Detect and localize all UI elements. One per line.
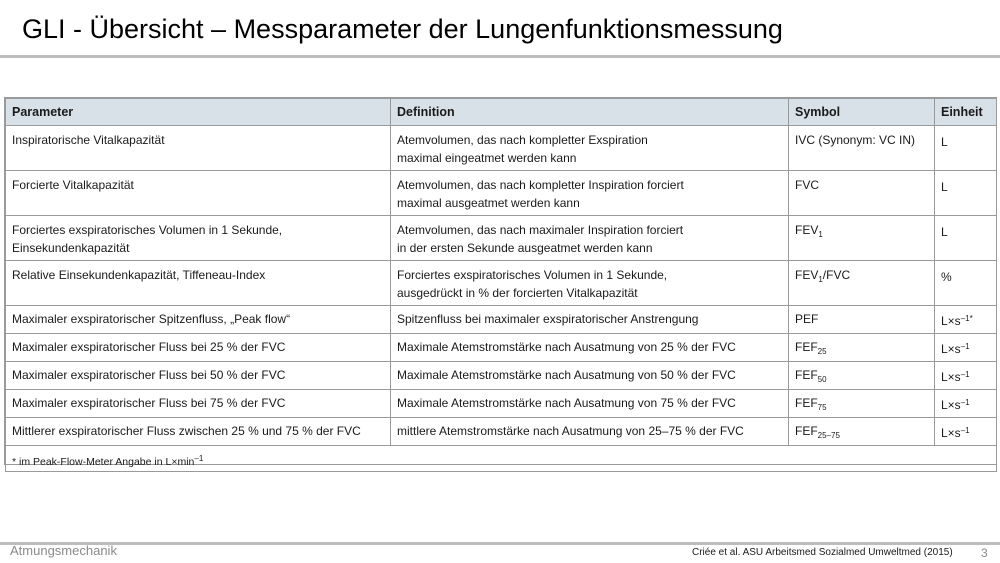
- symbol-text: FEF: [795, 396, 818, 410]
- parameter-cell: [6, 216, 391, 261]
- table-row: [6, 390, 997, 418]
- table-row: [6, 362, 997, 390]
- symbol-cell: [789, 362, 935, 390]
- unit-sup-text: –1: [960, 426, 970, 435]
- header-parameter: Parameter: [6, 99, 391, 126]
- parameter-cell: [6, 171, 391, 216]
- symbol-cell: [789, 418, 935, 446]
- parameter-text: Inspiratorische Vitalkapazität: [12, 133, 165, 147]
- unit-cell: [935, 362, 997, 390]
- definition-cell: [391, 306, 789, 334]
- symbol-cell: [789, 126, 935, 171]
- definition-text: maximal ausgeatmet werden kann: [397, 196, 580, 210]
- parameter-cell: [6, 390, 391, 418]
- parameter-text: Einsekundenkapazität: [12, 241, 130, 255]
- definition-text: ausgedrückt in % der forcierten Vitalkapazität: [397, 286, 638, 300]
- unit-text: %: [941, 270, 952, 284]
- table-footnote: [6, 446, 997, 472]
- table-row: [6, 216, 997, 261]
- table-row: [6, 306, 997, 334]
- unit-cell: [935, 216, 997, 261]
- symbol-tail-text: /FVC: [822, 268, 851, 282]
- footer-citation: Criée et al. ASU Arbeitsmed Sozialmed Umweltmed (2015): [692, 547, 953, 558]
- definition-text: mittlere Atemstromstärke nach Ausatmung von 25–75 % der FVC: [397, 424, 744, 438]
- table-row: [6, 261, 997, 306]
- unit-text: L: [941, 135, 948, 149]
- definition-text: Maximale Atemstromstärke nach Ausatmung von 75 % der FVC: [397, 396, 736, 410]
- table-body: [6, 126, 997, 446]
- parameter-cell: [6, 362, 391, 390]
- definition-cell: [391, 216, 789, 261]
- unit-sup-text: –1: [960, 370, 970, 379]
- definition-cell: [391, 171, 789, 216]
- unit-text: L×s: [941, 314, 961, 328]
- symbol-sub-text: 1: [818, 230, 823, 239]
- symbol-text: FEF: [795, 424, 818, 438]
- definition-text: maximal eingeatmet werden kann: [397, 151, 577, 165]
- symbol-cell: [789, 216, 935, 261]
- unit-text: L×s: [941, 398, 961, 412]
- definition-text: Maximale Atemstromstärke nach Ausatmung von 25 % der FVC: [397, 340, 736, 354]
- unit-text: L: [941, 180, 948, 194]
- definition-text: Maximale Atemstromstärke nach Ausatmung von 50 % der FVC: [397, 368, 736, 382]
- symbol-text: FEV: [795, 268, 819, 282]
- parameter-table: [4, 97, 997, 468]
- header-symbol: Symbol: [789, 99, 935, 126]
- definition-cell: [391, 261, 789, 306]
- definition-text: Atemvolumen, das nach maximaler Inspiration forciert: [397, 223, 684, 237]
- table-row: [6, 334, 997, 362]
- symbol-sub-text: 1: [818, 275, 823, 284]
- unit-cell: [935, 390, 997, 418]
- parameter-text: Forcierte Vitalkapazität: [12, 178, 134, 192]
- unit-sup-text: –1*: [960, 314, 973, 323]
- symbol-cell: [789, 390, 935, 418]
- unit-cell: [935, 126, 997, 171]
- parameter-cell: [6, 261, 391, 306]
- symbol-sub-text: 25: [817, 347, 827, 356]
- unit-cell: [935, 418, 997, 446]
- symbol-text: FVC: [795, 178, 819, 192]
- symbol-cell: [789, 334, 935, 362]
- header-unit: Einheit: [935, 99, 997, 126]
- table-row: [6, 418, 997, 446]
- table-footnote-row: [6, 446, 997, 472]
- unit-sup-text: –1: [960, 342, 970, 351]
- table-row: [6, 126, 997, 171]
- header-definition: Definition: [391, 99, 789, 126]
- symbol-cell: [789, 261, 935, 306]
- parameter-text: Maximaler exspiratorischer Fluss bei 25 % der FVC: [12, 340, 286, 354]
- definition-text: in der ersten Sekunde ausgeatmet werden kann: [397, 241, 653, 255]
- footnote-exponent: –1: [194, 454, 204, 463]
- parameter-cell: [6, 418, 391, 446]
- unit-cell: [935, 306, 997, 334]
- symbol-text: FEV: [795, 223, 819, 237]
- parameter-text: Maximaler exspiratorischer Fluss bei 75 % der FVC: [12, 396, 286, 410]
- unit-text: L: [941, 225, 948, 239]
- symbol-cell: [789, 306, 935, 334]
- symbol-sub-text: 25–75: [817, 431, 840, 440]
- parameter-cell: [6, 334, 391, 362]
- symbol-cell: [789, 171, 935, 216]
- definition-cell: [391, 418, 789, 446]
- symbol-text: FEF: [795, 368, 818, 382]
- footer-divider: [0, 542, 1000, 545]
- unit-sup-text: –1: [960, 398, 970, 407]
- unit-text: L×s: [941, 370, 961, 384]
- parameter-text: Mittlerer exspiratorischer Fluss zwischen 25 % und 75 % der FVC: [12, 424, 361, 438]
- slide-title: GLI - Übersicht – Messparameter der Lungenfunktionsmessung: [22, 14, 783, 44]
- parameter-text: Forciertes exspiratorisches Volumen in 1 Sekunde,: [12, 223, 283, 237]
- footnote-text: * im Peak-Flow-Meter Angabe in L×min: [12, 456, 195, 468]
- definition-text: Atemvolumen, das nach kompletter Inspiration forciert: [397, 178, 684, 192]
- symbol-text: FEF: [795, 340, 818, 354]
- title-divider: [0, 55, 1000, 58]
- table-row: [6, 171, 997, 216]
- definition-cell: [391, 334, 789, 362]
- parameter-text: Maximaler exspiratorischer Fluss bei 50 % der FVC: [12, 368, 286, 382]
- parameter-text: Relative Einsekundenkapazität, Tiffeneau-Index: [12, 268, 266, 282]
- symbol-text: IVC (Synonym: VC IN): [795, 133, 916, 147]
- footer-section-label: Atmungsmechanik: [10, 543, 117, 558]
- unit-text: L×s: [941, 342, 961, 356]
- definition-text: Spitzenfluss bei maximaler exspiratorischer Anstrengung: [397, 312, 699, 326]
- parameter-cell: [6, 126, 391, 171]
- definition-cell: [391, 126, 789, 171]
- table-header-row: [6, 99, 997, 126]
- definition-cell: [391, 390, 789, 418]
- unit-cell: [935, 334, 997, 362]
- symbol-sub-text: 50: [817, 375, 827, 384]
- definition-cell: [391, 362, 789, 390]
- parameter-text: Maximaler exspiratorischer Spitzenfluss, „Peak flow“: [12, 312, 291, 326]
- unit-text: L×s: [941, 426, 961, 440]
- symbol-sub-text: 75: [817, 403, 827, 412]
- unit-cell: [935, 171, 997, 216]
- parameter-cell: [6, 306, 391, 334]
- definition-text: Forciertes exspiratorisches Volumen in 1 Sekunde,: [397, 268, 668, 282]
- unit-cell: [935, 261, 997, 306]
- definition-text: Atemvolumen, das nach kompletter Exspiration: [397, 133, 648, 147]
- symbol-text: PEF: [795, 312, 819, 326]
- page-number: 3: [981, 546, 988, 560]
